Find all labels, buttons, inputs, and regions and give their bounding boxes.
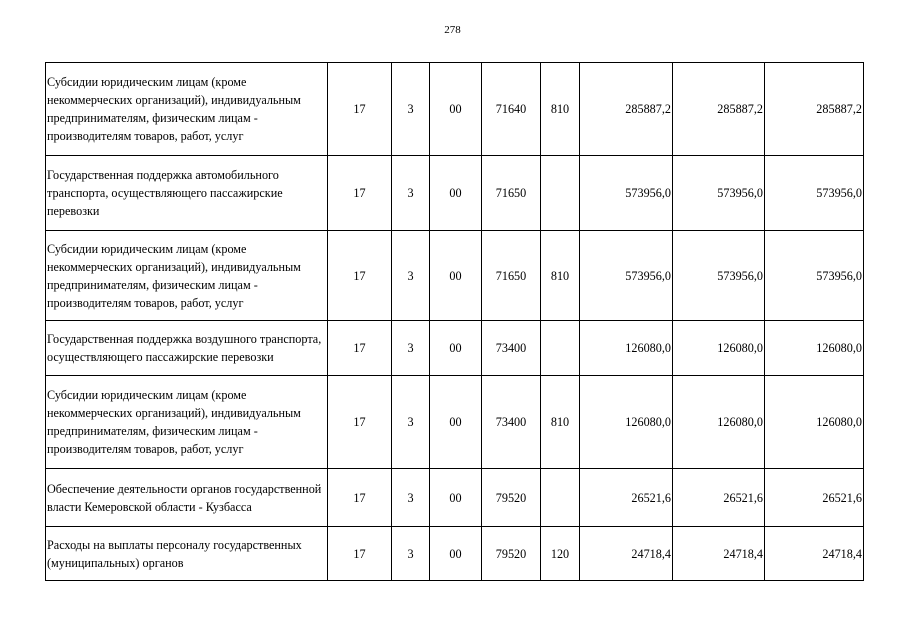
target-code: 71640 [482,63,541,156]
amount-year-3: 285887,2 [765,63,864,156]
amount-year-2: 26521,6 [673,469,765,527]
table-row [46,321,864,376]
amount-year-3: 24718,4 [765,527,864,581]
target-code: 79520 [482,469,541,527]
row-name: Субсидии юридическим лицам (кроме некоммерческих организаций), индивидуальным предпринимателям, физическим лицам - производителям товаров, работ, услуг [46,376,328,469]
target-code: 71650 [482,156,541,231]
table-row [46,376,864,469]
amount-year-2: 126080,0 [673,321,765,376]
amount-year-3: 573956,0 [765,231,864,321]
target-code: 73400 [482,321,541,376]
amount-year-1: 285887,2 [580,63,673,156]
table-row [46,231,864,321]
program-code: 00 [430,376,482,469]
section-code: 17 [328,231,392,321]
amount-year-1: 26521,6 [580,469,673,527]
table-row [46,63,864,156]
expense-type-code: 810 [541,376,580,469]
expense-type-code [541,469,580,527]
amount-year-1: 126080,0 [580,321,673,376]
subsection-code: 3 [392,156,430,231]
expense-type-code: 120 [541,527,580,581]
expense-type-code [541,156,580,231]
amount-year-3: 126080,0 [765,376,864,469]
table-row [46,156,864,231]
section-code: 17 [328,469,392,527]
program-code: 00 [430,321,482,376]
section-code: 17 [328,156,392,231]
table-row [46,469,864,527]
subsection-code: 3 [392,527,430,581]
row-name: Субсидии юридическим лицам (кроме некоммерческих организаций), индивидуальным предпринимателям, физическим лицам - производителям товаров, работ, услуг [46,63,328,156]
section-code: 17 [328,321,392,376]
row-name: Субсидии юридическим лицам (кроме некоммерческих организаций), индивидуальным предпринимателям, физическим лицам - производителям товаров, работ, услуг [46,231,328,321]
subsection-code: 3 [392,321,430,376]
row-name: Обеспечение деятельности органов государственной власти Кемеровской области - Кузбасса [46,469,328,527]
program-code: 00 [430,156,482,231]
expense-type-code: 810 [541,231,580,321]
amount-year-1: 573956,0 [580,231,673,321]
amount-year-2: 126080,0 [673,376,765,469]
amount-year-2: 24718,4 [673,527,765,581]
subsection-code: 3 [392,469,430,527]
page-number: 278 [444,24,461,36]
amount-year-2: 573956,0 [673,156,765,231]
row-name: Государственная поддержка воздушного транспорта, осуществляющего пассажирские перевозки [46,321,328,376]
program-code: 00 [430,63,482,156]
subsection-code: 3 [392,63,430,156]
amount-year-2: 573956,0 [673,231,765,321]
target-code: 79520 [482,527,541,581]
subsection-code: 3 [392,376,430,469]
section-code: 17 [328,527,392,581]
row-name: Государственная поддержка автомобильного транспорта, осуществляющего пассажирские перевозки [46,156,328,231]
program-code: 00 [430,231,482,321]
expense-type-code: 810 [541,63,580,156]
table-row [46,527,864,581]
budget-table [45,62,864,581]
section-code: 17 [328,63,392,156]
amount-year-3: 126080,0 [765,321,864,376]
amount-year-3: 573956,0 [765,156,864,231]
amount-year-1: 24718,4 [580,527,673,581]
subsection-code: 3 [392,231,430,321]
target-code: 71650 [482,231,541,321]
program-code: 00 [430,527,482,581]
program-code: 00 [430,469,482,527]
amount-year-2: 285887,2 [673,63,765,156]
row-name: Расходы на выплаты персоналу государственных (муниципальных) органов [46,527,328,581]
section-code: 17 [328,376,392,469]
target-code: 73400 [482,376,541,469]
amount-year-1: 126080,0 [580,376,673,469]
expense-type-code [541,321,580,376]
amount-year-1: 573956,0 [580,156,673,231]
amount-year-3: 26521,6 [765,469,864,527]
